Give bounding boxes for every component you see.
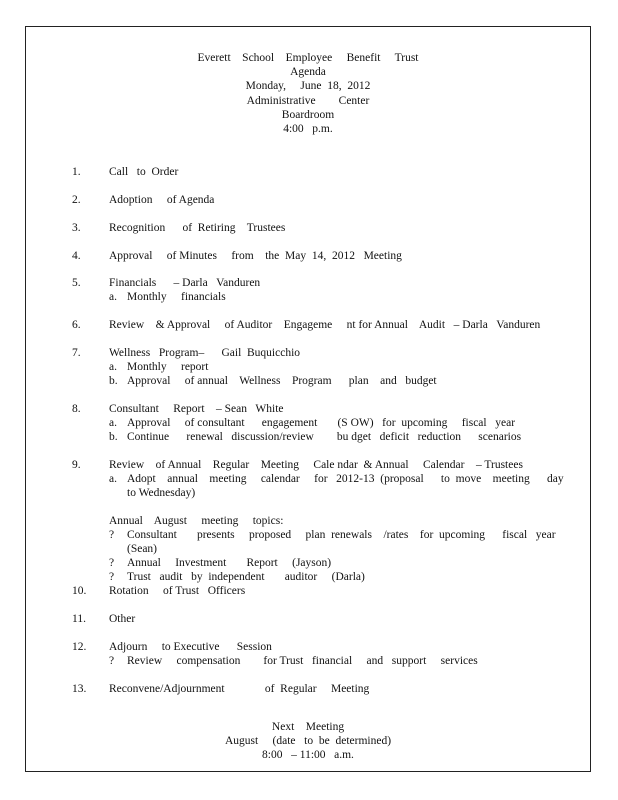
sub-item-marker: a. <box>109 361 117 373</box>
sub-item-text: Approval of annual Wellness Program plan and budget <box>127 375 437 387</box>
sub-item <box>109 416 570 430</box>
document-title: Agenda <box>290 66 326 79</box>
item-title: Financials – Darla Vanduren <box>109 277 261 289</box>
topic-text: Consultant presents proposed plan renewals /rates for upcoming fiscal year (Sean) <box>127 529 565 555</box>
item-number: 4. <box>72 250 81 262</box>
sub-item-marker: ? <box>109 655 115 667</box>
trust-name: Everett School Employee Benefit Trust <box>197 52 419 64</box>
item-number: 3. <box>72 222 81 234</box>
sub-item-text: Approval of consultant engagement (S OW) for upcoming fiscal year <box>127 417 516 429</box>
topic-item <box>109 528 570 556</box>
sub-item-text: Adopt annual meeting calendar for 2012-13 (proposal to move meeting day to Wednesday) <box>127 473 576 499</box>
sub-item-marker: a. <box>109 291 117 303</box>
bullet-icon: ? <box>109 557 115 569</box>
meeting-date: Monday, June 18, 2012 <box>245 80 371 93</box>
sub-item-marker: b. <box>109 375 118 387</box>
item-number: 13. <box>72 683 87 695</box>
item-title: Adoption of Agenda <box>109 194 215 206</box>
item-title: Recognition of Retiring Trustees <box>109 222 286 234</box>
item-title: Review & Approval of Auditor Engageme nt for Annual Audit – Darla Vanduren <box>109 319 541 331</box>
sub-item-text: Monthly financials <box>127 291 226 303</box>
item-title: Review of Annual Regular Meeting Cale ndar & Annual Calendar – Trustees <box>109 459 523 471</box>
item-number: 6. <box>72 319 81 331</box>
topic-item <box>109 556 570 570</box>
sub-item <box>109 430 570 444</box>
sub-item-marker: a. <box>109 473 117 485</box>
sub-item <box>109 654 570 668</box>
sub-item-marker: a. <box>109 417 117 429</box>
item-number: 10. <box>72 585 87 597</box>
item-title: Call to Order <box>109 166 179 178</box>
sub-item-text: Review compensation for Trust financial and support services <box>127 655 478 667</box>
sub-item <box>109 290 570 304</box>
topic-text: Annual Investment Report (Jayson) <box>127 557 332 569</box>
item-number: 7. <box>72 347 81 359</box>
item-number: 12. <box>72 641 87 653</box>
item-number: 8. <box>72 403 81 415</box>
next-meeting-time: 8:00 – 11:00 a.m. <box>262 749 354 762</box>
next-meeting-label: Next Meeting <box>271 721 345 733</box>
item-number: 5. <box>72 277 81 289</box>
item-number: 2. <box>72 194 81 206</box>
sub-item <box>109 374 570 388</box>
topics-heading: Annual August meeting topics: <box>109 515 284 527</box>
meeting-time: 4:00 p.m. <box>283 123 333 136</box>
next-meeting-footer <box>26 720 590 763</box>
sub-item-text: Continue renewal discussion/review bu dget deficit reduction scenarios <box>127 431 522 443</box>
item-number: 1. <box>72 166 81 178</box>
sub-item-marker: b. <box>109 431 118 443</box>
item-title: Other <box>109 613 136 625</box>
bullet-icon: ? <box>109 529 115 541</box>
item-title: Adjourn to Executive Session <box>109 641 272 653</box>
item-title: Wellness Program– Gail Buquicchio <box>109 347 301 359</box>
meeting-room: Boardroom <box>281 108 335 121</box>
topic-item <box>109 570 570 584</box>
item-title: Consultant Report – Sean White <box>109 403 284 415</box>
item-title: Approval of Minutes from the May 14, 2012 Meeting <box>109 250 402 262</box>
item-title: Rotation of Trust Officers <box>109 585 246 597</box>
sub-item <box>109 472 576 500</box>
next-meeting-date: August (date to be determined) <box>224 735 392 748</box>
bullet-icon: ? <box>109 571 115 583</box>
agenda-header <box>26 51 590 136</box>
item-number: 9. <box>72 459 81 471</box>
agenda-page <box>25 26 591 772</box>
meeting-location: Administrative Center <box>246 94 370 107</box>
item-title: Reconvene/Adjournment of Regular Meeting <box>109 683 370 695</box>
sub-item-text: Monthly report <box>127 361 209 373</box>
item-number: 11. <box>72 613 86 625</box>
sub-item <box>109 360 570 374</box>
topic-text: Trust audit by independent auditor (Darla) <box>127 571 365 583</box>
annual-august-topics <box>109 514 570 584</box>
